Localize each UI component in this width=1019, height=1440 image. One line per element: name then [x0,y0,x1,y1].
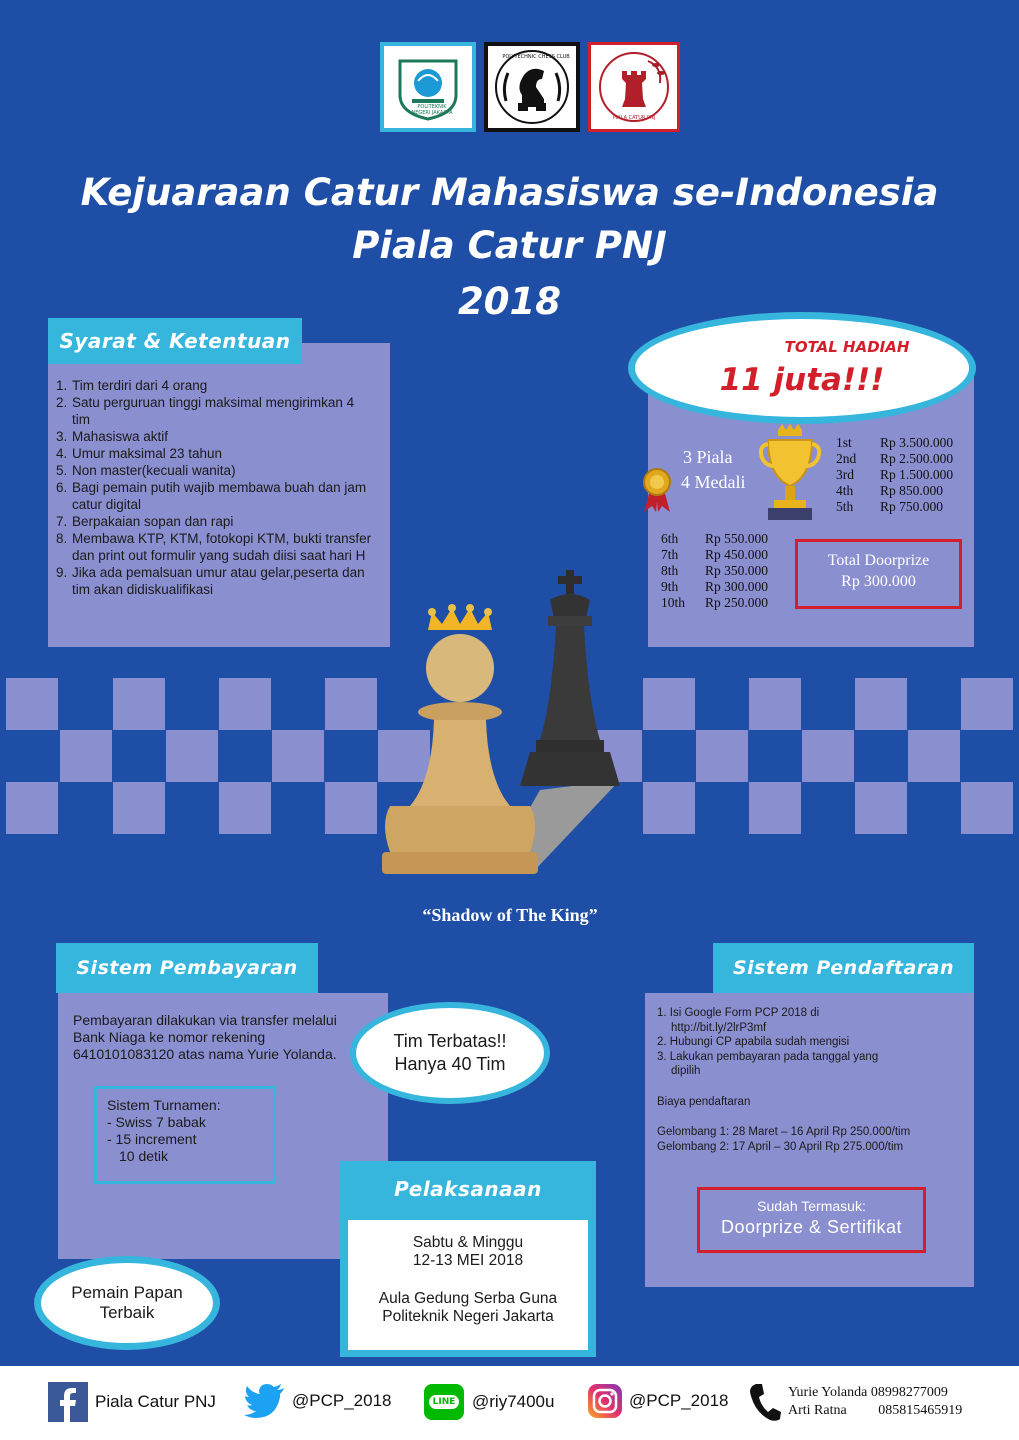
syarat-item: 1. Tim terdiri dari 4 orang [56,378,208,393]
pawn-with-crown-icon [382,604,538,874]
line-icon-label: LINE [429,1395,460,1409]
included-value: Doorprize & Sertifikat [720,1217,903,1237]
medal-icon [640,466,674,514]
prize-row: 5th Rp 750.000 [836,499,944,514]
doorprize-value: Rp 300.000 [841,573,916,590]
prize-top-list [836,435,976,515]
pemain-papan-oval [34,1256,220,1350]
prize-row: 8th Rp 350.000 [661,563,769,578]
phone-icon [748,1382,782,1422]
tim-terbatas-line1: Tim Terbatas!! [393,1031,507,1051]
logo-piala-catur-text: PIALA CATUR PNJ [612,115,656,121]
turnamen-item: - 15 increment [107,1131,197,1147]
logo-chess-club-text: POLYTECHNIC CHESS CLUB [502,54,570,60]
included-label: Sudah Termasuk: [757,1198,866,1214]
contact-name: Yurie Yolanda [788,1385,868,1400]
gelombang-2: Gelombang 2: 17 April – 30 April Rp 275.000/tim [657,1140,904,1153]
contact-row [788,1402,962,1420]
prize-row: 3rd Rp 1.500.000 [836,467,954,482]
pendaftaran-link[interactable]: http://bit.ly/2lrP3mf [671,1021,767,1034]
chess-pieces-illustration [360,560,660,900]
turnamen-title: Sistem Turnamen: [107,1097,221,1113]
syarat-list [56,377,374,598]
prize-row: 9th Rp 300.000 [661,579,769,594]
biaya-label: Biaya pendaftaran [657,1095,751,1108]
black-king-icon [520,570,620,786]
prize-row: 4th Rp 850.000 [836,483,944,498]
facebook-link[interactable] [48,1382,216,1422]
turnamen-item: 10 detik [119,1148,169,1164]
syarat-item: 2. Satu perguruan tinggi maksimal mengirimkan 4 tim [56,395,355,427]
contact-list [788,1384,962,1420]
twitter-handle: @PCP_2018 [292,1391,392,1410]
syarat-item: 4. Umur maksimal 23 tahun [56,446,223,461]
contact-phone[interactable]: 085815465919 [878,1403,963,1418]
logo-pnj [380,42,476,132]
syarat-item: 3. Mahasiswa aktif [56,429,169,444]
pemain-papan-line2: Terbaik [99,1303,155,1322]
prize-row: 1st Rp 3.500.000 [836,435,954,450]
total-hadiah-oval [628,312,976,424]
illustration-caption: “Shadow of The King” [422,905,598,925]
gelombang-1: Gelombang 1: 28 Maret – 16 April Rp 250.000/tim [657,1126,911,1138]
title-line-3: 2018 [458,280,561,323]
syarat-item: 5. Non master(kecuali wanita) [56,463,236,478]
pendaftaran-header: Sistem Pendaftaran [713,943,974,993]
logo-chess-club [484,42,580,132]
prize-row: 7th Rp 450.000 [661,547,769,562]
total-hadiah-amount: 11 juta!!! [719,362,885,398]
pendaftaran-step: dipilih [671,1065,701,1077]
line-handle: @riy7400u [472,1392,555,1411]
twitter-icon [244,1383,286,1419]
medali-text: 4 Medali [681,472,746,492]
prize-row: 6th Rp 550.000 [661,531,769,546]
trophy-icon [758,424,822,524]
pendaftaran-step: 3. Lakukan pembayaran pada tanggal yang [657,1050,879,1063]
pelaksanaan-body [348,1220,588,1350]
syarat-item: 8. Membawa KTP, KTM, fotokopi KTM, bukti transfer dan print out formulir yang sudah diisi saat hari H [56,531,372,563]
pelaksanaan-venue-1: Aula Gedung Serba Guna [378,1290,558,1307]
logo-piala-catur [588,42,680,132]
facebook-handle: Piala Catur PNJ [95,1392,216,1411]
doorprize-box [795,539,962,609]
rook-emblem-icon [596,49,672,125]
turnamen-box [94,1086,276,1184]
prize-row: 10th Rp 250.000 [661,595,769,610]
included-box [697,1187,926,1253]
pendaftaran-step: 2. Hubungi CP apabila sudah mengisi [657,1036,850,1048]
instagram-handle: @PCP_2018 [629,1391,729,1410]
piala-text: 3 Piala [683,447,733,467]
contact-name: Arti Ratna [788,1403,847,1418]
line-icon [424,1384,464,1420]
line-link[interactable] [424,1384,554,1420]
tim-terbatas-oval [350,1002,550,1104]
facebook-icon [48,1382,88,1422]
syarat-header: Syarat & Ketentuan [48,318,302,364]
pembayaran-header: Sistem Pembayaran [56,943,318,993]
prize-row: 2nd Rp 2.500.000 [836,451,954,466]
logo-pnj-text: POLITEKNIK NEGERI JAKARTA [411,104,453,116]
total-hadiah-label: TOTAL HADIAH [784,338,910,356]
instagram-link[interactable] [587,1383,729,1419]
syarat-item: 9. Jika ada pemalsuan umur atau gelar,peserta dan tim akan didiskualifikasi [56,565,365,597]
title-line-2: Piala Catur PNJ [352,224,667,267]
syarat-item: 7. Berpakaian sopan dan rapi [56,514,234,529]
pelaksanaan-header: Pelaksanaan [394,1177,542,1201]
twitter-link[interactable] [244,1383,392,1419]
pemain-papan-line1: Pemain Papan [71,1283,183,1302]
syarat-item: 6. Bagi pemain putih wajib membawa buah dan jam catur digital [56,480,367,512]
contact-row [788,1384,962,1402]
title-line-1: Kejuaraan Catur Mahasiswa se-Indonesia [80,171,939,214]
doorprize-label: Total Doorprize [827,552,930,569]
pendaftaran-step: 1. Isi Google Form PCP 2018 di [657,1007,820,1019]
pelaksanaan-venue-2: Politeknik Negeri Jakarta [382,1308,554,1325]
tim-terbatas-line2: Hanya 40 Tim [394,1054,506,1074]
contact-phone[interactable]: 08998277009 [870,1385,948,1400]
turnamen-item: - Swiss 7 babak [107,1114,206,1130]
pendaftaran-text [657,1006,969,1154]
pelaksanaan-date: 12-13 MEI 2018 [412,1252,524,1269]
pelaksanaan-day: Sabtu & Minggu [412,1234,524,1251]
pembayaran-text: Pembayaran dilakukan via transfer melalui Bank Niaga ke nomor rekening 6410101083120 atas nama Yurie Yolanda. [73,1012,337,1062]
prize-rest-list [661,531,791,611]
instagram-icon [587,1383,623,1419]
page-title [0,168,1019,330]
